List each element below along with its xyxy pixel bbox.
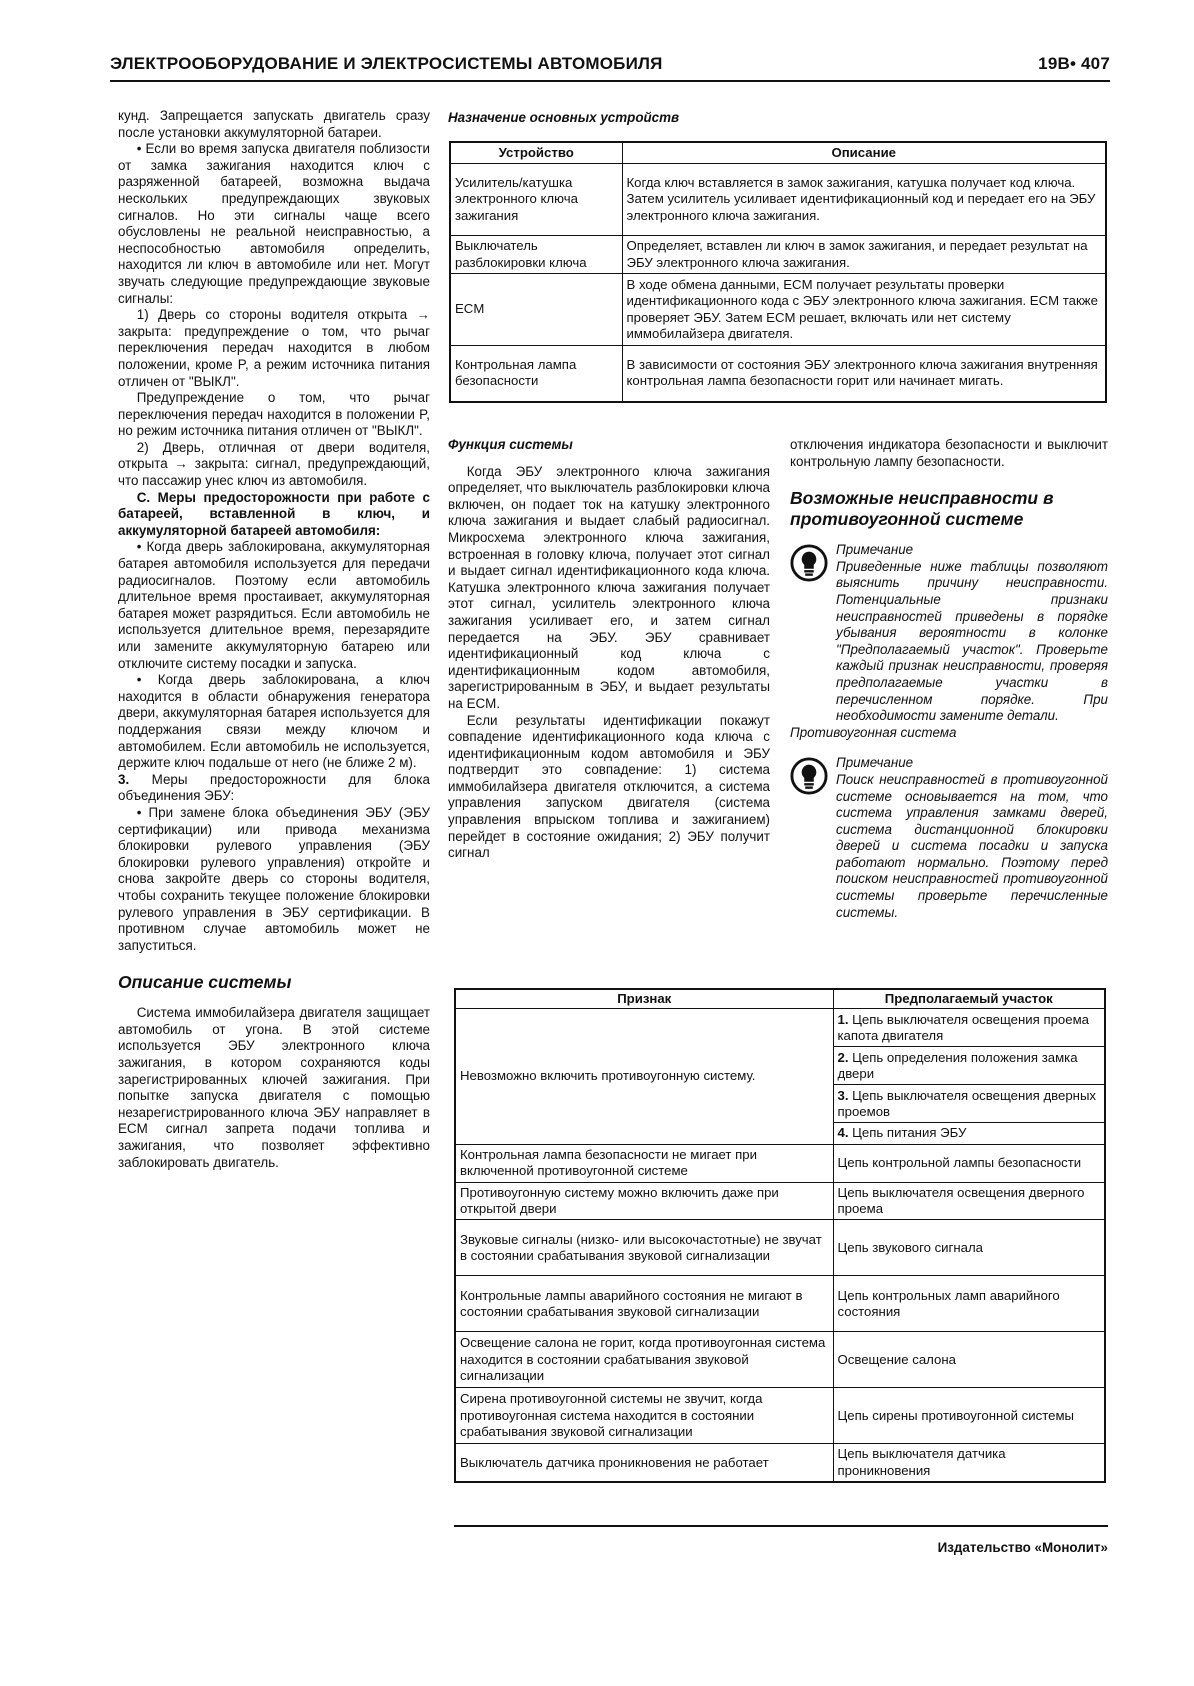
- description-cell: Определяет, вставлен ли ключ в замок зажигания, и передает результат на ЭБУ электронного ключа зажигания.: [622, 236, 1106, 274]
- devices-table: [449, 141, 1107, 403]
- area-cell: [833, 1047, 1105, 1085]
- device-cell: Усилитель/катушка электронного ключа зажигания: [450, 164, 622, 236]
- item-number: 3.: [118, 771, 130, 787]
- page-header: [110, 52, 1110, 76]
- area-cell: Освещение салона: [833, 1332, 1105, 1388]
- section-heading: Возможные неисправности в противоугонной системе: [790, 488, 1054, 530]
- description-cell: В зависимости от состояния ЭБУ электронного ключа зажигания внутренняя контрольная лампа безопасности горит или начинает мигать.: [622, 346, 1106, 402]
- area-cell: [833, 1123, 1105, 1144]
- table-row: [455, 1182, 1105, 1220]
- symptom-cell: Сирена противоугонной системы не звучит, когда противоугонная система находится в состоянии срабатывания звуковой сигнализации: [455, 1388, 833, 1444]
- faults-table: [454, 988, 1106, 1483]
- table-row: [450, 346, 1106, 402]
- cause-number: 2.: [837, 1049, 849, 1065]
- device-cell: Выключатель разблокировки ключа: [450, 236, 622, 274]
- devices-table-title: Назначение основных устройств: [448, 110, 680, 125]
- paragraph: • Если во время запуска двигателя поблизости от замка зажигания находится ключ с разряженной батареей, возможна выдача нескольких предупреждающих звуковых сигналов. Но эти сигналы чаще всего обусловлены не реальной неисправностью, а неспособностью автомобиля определить, находится ли ключ в автомобиле или нет. Могут звучать следующие предупреждающие звуковые сигналы:: [118, 141, 430, 306]
- paragraph: Система иммобилайзера двигателя защищает автомобиль от угона. В этой системе используется ЭБУ электронного ключа зажигания, в котором сохраняются коды зарегистрированных ключей зажигания. При попытке запуска двигателя с помощью незарегистрированного ключа ЭБУ направляет в ECM сигнал запрета подачи топлива и зажигания, что позволяет эффективно заблокировать двигатель.: [118, 1005, 430, 1170]
- column-header: Устройство: [450, 142, 622, 164]
- paragraph: [118, 772, 430, 805]
- area-cell: Цепь контрольной лампы безопасности: [833, 1144, 1105, 1182]
- column-header: Признак: [455, 989, 833, 1009]
- paragraph: • При замене блока объединения ЭБУ (ЭБУ сертификации) или привода механизма блокировки рулевого управления (ЭБУ блокировки рулевого управления) откройте и снова закройте дверь со стороны водителя, чтобы сохранить текущее положение блокировки рулевого управления в ЭБУ сертификации. В противном случае автомобиль может не запуститься.: [118, 804, 430, 953]
- paragraph: отключения индикатора безопасности и выключит контрольную лампу безопасности.: [790, 437, 1108, 469]
- table-row: [455, 1220, 1105, 1276]
- paragraph: Предупреждение о том, что рычаг переключения передач находится в положении P, но режим источника питания отличен от "ВЫКЛ".: [118, 390, 430, 439]
- right-column: [790, 437, 1108, 921]
- description-cell: Когда ключ вставляется в замок зажигания, катушка получает код ключа. Затем усилитель усиливает идентификационный код и передает его на ЭБУ электронного ключа зажигания.: [622, 164, 1106, 236]
- area-cell: [833, 1085, 1105, 1123]
- table-header-row: [455, 989, 1105, 1009]
- area-cell: Цепь выключателя освещения дверного проема: [833, 1182, 1105, 1220]
- area-cell: Цепь сирены противоугонной системы: [833, 1388, 1105, 1444]
- paragraph: 2) Дверь, отличная от двери водителя, открыта → закрыта: сигнал, предупреждающий, что пассажир унес ключ из автомобиля.: [118, 439, 430, 489]
- cause-text: Цепь выключателя освещения дверных проемов: [837, 1087, 1097, 1119]
- lightbulb-icon: [790, 544, 828, 582]
- column-header: Предполагаемый участок: [833, 989, 1105, 1009]
- area-cell: [833, 1009, 1105, 1047]
- section-subheading: Функция системы: [448, 437, 573, 452]
- paragraph: • Когда дверь заблокирована, аккумуляторная батарея автомобиля используется для передачи радиосигналов. Поэтому если автомобиль длительное время простаивает, аккумуляторная батарея может разрядиться. Если автомобиль не используется длительное время, перезарядите или замените аккумуляторную батарею или отключите систему посадки и запуска.: [118, 539, 430, 671]
- area-cell: Цепь звукового сигнала: [833, 1220, 1105, 1276]
- column-header: Описание: [622, 142, 1106, 164]
- symptom-cell: Противоугонную систему можно включить даже при открытой двери: [455, 1182, 833, 1220]
- area-cell: Цепь контрольных ламп аварийного состояния: [833, 1276, 1105, 1332]
- paragraph: кунд. Запрещается запускать двигатель сразу после установки аккумуляторной батареи.: [118, 108, 430, 140]
- device-cell: Контрольная лампа безопасности: [450, 346, 622, 402]
- note-text: Приведенные ниже таблицы позволяют выяснить причину неисправности. Потенциальные признаки неисправностей приведены в порядке убывания вероятности в колонке "Предполагаемый участок". Проверьте каждый признак неисправности, проверяя предполагаемые участки в перечисленном порядке. При необходимости замените детали.: [836, 558, 1108, 724]
- lightbulb-icon: [790, 757, 828, 795]
- middle-column: [448, 437, 770, 862]
- symptom-cell: Выключатель датчика проникновения не работает: [455, 1444, 833, 1482]
- table-row: [450, 236, 1106, 274]
- page-number: 19В• 407: [1038, 54, 1110, 73]
- paragraph: Если результаты идентификации покажут совпадение идентификационного кода ключа с идентификационным кодом автомобиля и ЭБУ подтвердит это совпадение: 1) система иммобилайзера двигателя отключится, а система управления запуском двигателя (система управления впрыском топлива и зажиганием) перейдет в состояние ожидания; 2) ЭБУ получит сигнал: [448, 712, 770, 861]
- header-rule: [110, 80, 1110, 82]
- table-row: [455, 1388, 1105, 1444]
- footer-rule: [454, 1525, 1108, 1527]
- subheading: C. Меры предосторожности при работе с батареей, вставленной в ключ, и аккумуляторной батареей автомобиля:: [118, 489, 430, 538]
- paragraph: • Когда дверь заблокирована, а ключ находится в области обнаружения генератора двери, аккумуляторная батарея используется для поддержания связи между ключом и автомобилем. Если автомобиль не используется, держите ключ подальше от него (не ближе 2 м).: [118, 672, 430, 771]
- symptom-cell: Невозможно включить противоугонную систему.: [455, 1009, 833, 1144]
- item-text: Меры предосторожности для блока объединения ЭБУ:: [118, 771, 430, 804]
- note-block: [790, 542, 1108, 725]
- symptom-cell: Контрольная лампа безопасности не мигает при включенной противоугонной системе: [455, 1144, 833, 1182]
- symptom-cell: Звуковые сигналы (низко- или высокочастотные) не звучат в состоянии срабатывания звуковой сигнализации: [455, 1220, 833, 1276]
- device-cell: ECM: [450, 274, 622, 346]
- note-title: Примечание: [836, 542, 914, 558]
- publisher-footer: Издательство «Монолит»: [937, 1540, 1108, 1555]
- note-title: Примечание: [836, 755, 914, 771]
- left-column: [118, 108, 430, 1171]
- description-cell: В ходе обмена данными, ECM получает результаты проверки идентификационного кода с ЭБУ электронного ключа зажигания. ECM также проверяет ЭБУ. Затем ECM решает, включать или нет систему иммобилайзера двигателя.: [622, 274, 1106, 346]
- cause-number: 4.: [837, 1125, 849, 1141]
- cause-text: Цепь выключателя освещения проема капота двигателя: [837, 1011, 1089, 1043]
- table-row: [455, 1144, 1105, 1182]
- table-header-row: [450, 142, 1106, 164]
- table-row: [455, 1332, 1105, 1388]
- symptom-cell: Освещение салона не горит, когда противоугонная система находится в состоянии срабатывания звуковой сигнализации: [455, 1332, 833, 1388]
- cause-text: Цепь определения положения замка двери: [837, 1049, 1078, 1081]
- table-row: [455, 1276, 1105, 1332]
- table-row: [450, 164, 1106, 236]
- area-cell: Цепь выключателя датчика проникновения: [833, 1444, 1105, 1482]
- section-heading: Описание системы: [118, 972, 292, 993]
- note-block: [790, 755, 1108, 921]
- symptom-cell: Контрольные лампы аварийного состояния не мигают в состоянии срабатывания звуковой сигнализации: [455, 1276, 833, 1332]
- table-row: [450, 274, 1106, 346]
- cause-number: 1.: [837, 1011, 849, 1027]
- note-text: Поиск неисправностей в противоугонной системе основывается на том, что система управления замками дверей, система дистанционной блокировки дверей и система посадки и запуска работают нормально. Поэтому перед поиском неисправностей противоугонной системы проверьте перечисленные системы.: [836, 771, 1108, 920]
- paragraph: 1) Дверь со стороны водителя открыта → закрыта: предупреждение о том, что рычаг переключения передач находится в любом положении, кроме P, а режим источника питания отличен от "ВЫКЛ".: [118, 307, 430, 389]
- table-row: [455, 1444, 1105, 1482]
- system-name: Противоугонная система: [790, 724, 957, 740]
- table-row: [455, 1009, 1105, 1047]
- cause-number: 3.: [837, 1087, 849, 1103]
- cause-text: Цепь питания ЭБУ: [852, 1125, 967, 1141]
- section-title: ЭЛЕКТРООБОРУДОВАНИЕ И ЭЛЕКТРОСИСТЕМЫ АВТОМОБИЛЯ: [110, 54, 663, 73]
- paragraph: Когда ЭБУ электронного ключа зажигания определяет, что выключатель разблокировки ключа включен, он подает ток на катушку электронного ключа зажигания и выдает слабый радиосигнал. Микросхема электронного ключа зажигания, встроенная в головку ключа, получает этот сигнал и выдает сигнал идентификационного кода ключа. Катушка электронного ключа зажигания получает этот сигнал, усилитель электронного ключа зажигания усиливает его, и затем сигнал передается на ЭБУ. ЭБУ сравнивает идентификационный код ключа с идентификационным кодом автомобиля, зарегистрированным в ЭБУ, и выдает результаты на ECM.: [448, 463, 770, 711]
